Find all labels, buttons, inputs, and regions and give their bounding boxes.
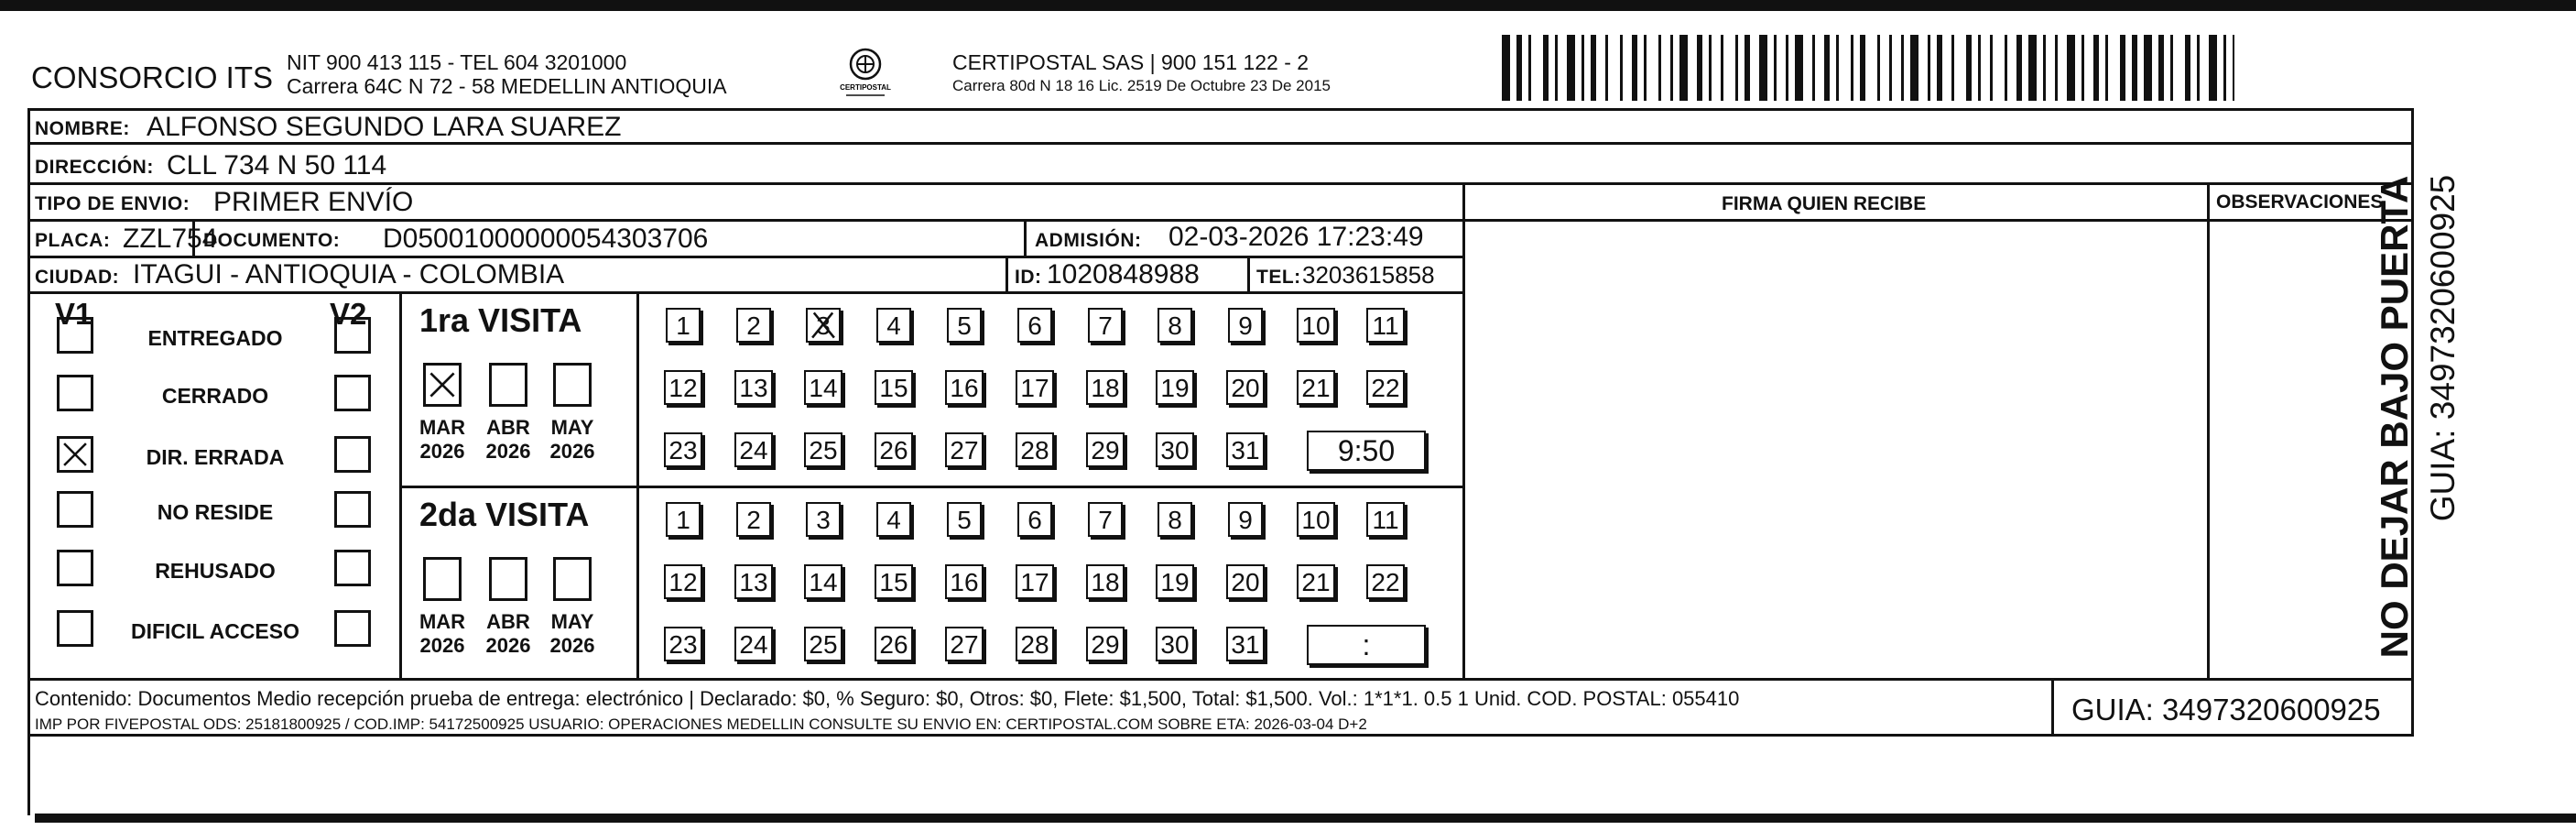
col-divider bbox=[1024, 219, 1027, 256]
day-box[interactable]: 27 bbox=[945, 432, 984, 467]
month-checkbox[interactable] bbox=[553, 363, 592, 407]
status-label: NO RESIDE bbox=[157, 500, 274, 524]
v2-checkbox[interactable] bbox=[334, 550, 371, 586]
day-box[interactable]: 11 bbox=[1366, 308, 1405, 343]
bottom-border bbox=[35, 814, 2576, 823]
day-box[interactable]: 10 bbox=[1297, 502, 1335, 537]
documento-value: D05001000000054303706 bbox=[383, 224, 709, 254]
admision-value: 02-03-2026 17:23:49 bbox=[1168, 222, 1424, 252]
day-box[interactable]: 19 bbox=[1156, 370, 1194, 405]
day-box[interactable]: 31 bbox=[1226, 627, 1265, 661]
day-box[interactable]: 4 bbox=[876, 502, 911, 537]
guia-number: GUIA: 3497320600925 bbox=[2071, 693, 2381, 726]
day-box[interactable]: 25 bbox=[804, 627, 842, 661]
col-divider bbox=[1247, 256, 1250, 291]
status-label: DIR. ERRADA bbox=[146, 445, 285, 469]
ciudad-value: ITAGUI - ANTIOQUIA - COLOMBIA bbox=[133, 259, 565, 289]
month-label: MAR 2026 bbox=[418, 610, 466, 657]
day-box[interactable]: 23 bbox=[664, 432, 702, 467]
day-box[interactable]: 24 bbox=[734, 627, 773, 661]
day-box[interactable]: 29 bbox=[1086, 627, 1125, 661]
visit-time-box[interactable]: : bbox=[1307, 625, 1426, 665]
day-box[interactable]: 9 bbox=[1228, 502, 1263, 537]
day-box[interactable]: 29 bbox=[1086, 432, 1125, 467]
courier-license: Carrera 80d N 18 16 Lic. 2519 De Octubre 23 De 2015 bbox=[952, 77, 1331, 94]
row-divider bbox=[27, 142, 2414, 145]
day-box[interactable]: 22 bbox=[1366, 370, 1405, 405]
row-divider bbox=[27, 182, 2414, 185]
month-label: MAR 2026 bbox=[418, 416, 466, 463]
certipostal-logo-icon bbox=[833, 44, 897, 99]
tipo-envio-label: TIPO DE ENVIO: bbox=[35, 193, 190, 214]
month-checkbox[interactable] bbox=[553, 557, 592, 601]
day-box[interactable]: 5 bbox=[947, 502, 982, 537]
day-box[interactable]: 8 bbox=[1158, 502, 1192, 537]
status-label: DIFICIL ACCESO bbox=[130, 619, 299, 643]
day-box[interactable]: 12 bbox=[664, 564, 702, 599]
observaciones-header: OBSERVACIONES bbox=[2216, 191, 2384, 213]
day-box[interactable]: 10 bbox=[1297, 308, 1335, 343]
row-divider bbox=[27, 291, 1465, 294]
day-box[interactable]: 18 bbox=[1086, 564, 1125, 599]
month-checkbox[interactable] bbox=[423, 557, 462, 601]
col-divider bbox=[399, 291, 402, 678]
day-box[interactable]: 30 bbox=[1156, 432, 1194, 467]
day-box[interactable]: 17 bbox=[1016, 370, 1054, 405]
visit-title: 1ra VISITA bbox=[419, 301, 582, 339]
day-box[interactable]: 6 bbox=[1017, 308, 1052, 343]
day-box[interactable]: 21 bbox=[1297, 370, 1335, 405]
visit-title: 2da VISITA bbox=[419, 496, 590, 533]
day-box[interactable]: 31 bbox=[1226, 432, 1265, 467]
id-value: 1020848988 bbox=[1047, 259, 1200, 289]
day-box[interactable]: 16 bbox=[945, 370, 984, 405]
day-box[interactable]: 4 bbox=[876, 308, 911, 343]
day-box[interactable]: 12 bbox=[664, 370, 702, 405]
v1-checkbox[interactable] bbox=[57, 317, 93, 354]
day-box[interactable]: 1 bbox=[666, 502, 701, 537]
side-guia: GUIA: 3497320600925 bbox=[2424, 174, 2462, 522]
documento-label: DOCUMENTO: bbox=[203, 230, 341, 251]
day-box[interactable]: 9 bbox=[1228, 308, 1263, 343]
day-box[interactable]: 20 bbox=[1226, 564, 1265, 599]
status-label: ENTREGADO bbox=[147, 326, 283, 350]
day-box[interactable]: 17 bbox=[1016, 564, 1054, 599]
logo-text: CERTIPOSTAL bbox=[840, 83, 891, 92]
month-checkbox[interactable] bbox=[489, 557, 527, 601]
v2-header: V2 bbox=[330, 297, 367, 331]
day-box[interactable]: 3 bbox=[806, 308, 841, 343]
day-box[interactable]: 14 bbox=[804, 370, 842, 405]
day-box[interactable]: 3 bbox=[806, 502, 841, 537]
day-box[interactable]: 15 bbox=[875, 370, 913, 405]
v1-checkbox[interactable] bbox=[57, 436, 93, 473]
day-box[interactable]: 7 bbox=[1088, 502, 1123, 537]
day-box[interactable]: 21 bbox=[1297, 564, 1335, 599]
day-box[interactable]: 30 bbox=[1156, 627, 1194, 661]
month-label: ABR 2026 bbox=[485, 610, 531, 657]
v2-checkbox[interactable] bbox=[334, 491, 371, 528]
tel-label: TEL: bbox=[1256, 267, 1301, 288]
v1-checkbox[interactable] bbox=[57, 491, 93, 528]
direccion-value: CLL 734 N 50 114 bbox=[167, 150, 387, 180]
day-box[interactable]: 28 bbox=[1016, 432, 1054, 467]
visit-time-box[interactable]: 9:50 bbox=[1307, 431, 1426, 471]
month-checkbox[interactable] bbox=[489, 363, 527, 407]
id-label: ID: bbox=[1015, 267, 1042, 288]
company-nit-tel: NIT 900 413 115 - TEL 604 3201000 bbox=[287, 50, 627, 74]
placa-label: PLACA: bbox=[35, 230, 111, 251]
day-box[interactable]: 13 bbox=[734, 370, 773, 405]
imp-text: IMP POR FIVEPOSTAL ODS: 25181800925 / COD.IMP: 54172500925 USUARIO: OPERACIONES MEDELLIN CONSULTE SU ENVIO EN: CERTIPOSTAL.COM SOBRE ETA: 2026-03-04 D+2 bbox=[35, 715, 1367, 733]
company-address: Carrera 64C N 72 - 58 MEDELLIN ANTIOQUIA bbox=[287, 74, 727, 98]
admision-label: ADMISIÓN: bbox=[1035, 230, 1142, 251]
day-box[interactable]: 25 bbox=[804, 432, 842, 467]
v2-checkbox[interactable] bbox=[334, 436, 371, 473]
nombre-label: NOMBRE: bbox=[35, 118, 130, 139]
day-box[interactable]: 6 bbox=[1017, 502, 1052, 537]
side-notice: NO DEJAR BAJO PUERTA bbox=[2373, 175, 2416, 659]
direccion-label: DIRECCIÓN: bbox=[35, 157, 154, 178]
day-box[interactable]: 20 bbox=[1226, 370, 1265, 405]
v2-checkbox[interactable] bbox=[334, 610, 371, 647]
row-divider bbox=[399, 486, 1465, 488]
day-box[interactable]: 11 bbox=[1366, 502, 1405, 537]
col-divider bbox=[2207, 182, 2210, 678]
day-box[interactable]: 14 bbox=[804, 564, 842, 599]
v1-checkbox[interactable] bbox=[57, 550, 93, 586]
status-label: REHUSADO bbox=[155, 559, 276, 583]
left-edge bbox=[27, 733, 30, 815]
status-label: CERRADO bbox=[161, 384, 269, 408]
day-box[interactable]: 27 bbox=[945, 627, 984, 661]
v1-header: V1 bbox=[55, 297, 92, 331]
v2-checkbox[interactable] bbox=[334, 317, 371, 354]
day-box[interactable]: 26 bbox=[875, 627, 913, 661]
day-box[interactable]: 26 bbox=[875, 432, 913, 467]
day-box[interactable]: 8 bbox=[1158, 308, 1192, 343]
v1-checkbox[interactable] bbox=[57, 375, 93, 411]
contenido-text: Contenido: Documentos Medio recepción prueba de entrega: electrónico | Declarado: $0, % Seguro: $0, Otros: $0, Flete: $1,500, Total: $1,500. Vol.: 1*1*1. 0.5 1 Unid. COD. POSTAL: 055410 bbox=[35, 687, 1740, 710]
day-box[interactable]: 23 bbox=[664, 627, 702, 661]
tel-value: 3203615858 bbox=[1302, 261, 1435, 289]
col-divider bbox=[636, 291, 639, 678]
day-box[interactable]: 28 bbox=[1016, 627, 1054, 661]
month-label: ABR 2026 bbox=[485, 416, 531, 463]
firma-header: FIRMA QUIEN RECIBE bbox=[1722, 193, 1927, 214]
day-box[interactable]: 2 bbox=[736, 502, 771, 537]
month-checkbox[interactable] bbox=[423, 363, 462, 407]
col-divider bbox=[1462, 182, 1465, 678]
day-box[interactable]: 24 bbox=[734, 432, 773, 467]
v2-checkbox[interactable] bbox=[334, 375, 371, 411]
day-box[interactable]: 18 bbox=[1086, 370, 1125, 405]
v1-checkbox[interactable] bbox=[57, 610, 93, 647]
day-box[interactable]: 13 bbox=[734, 564, 773, 599]
barcode-icon bbox=[1502, 35, 2234, 101]
day-box[interactable]: 15 bbox=[875, 564, 913, 599]
courier-name: CERTIPOSTAL SAS | 900 151 122 - 2 bbox=[952, 50, 1310, 74]
day-box[interactable]: 19 bbox=[1156, 564, 1194, 599]
day-box[interactable]: 2 bbox=[736, 308, 771, 343]
company-name: CONSORCIO ITS bbox=[31, 60, 274, 94]
day-box[interactable]: 16 bbox=[945, 564, 984, 599]
day-box[interactable]: 22 bbox=[1366, 564, 1405, 599]
placa-value: ZZL754 bbox=[123, 224, 218, 254]
tipo-envio-value: PRIMER ENVÍO bbox=[213, 187, 414, 217]
ciudad-label: CIUDAD: bbox=[35, 267, 120, 288]
nombre-value: ALFONSO SEGUNDO LARA SUAREZ bbox=[147, 112, 622, 142]
month-label: MAY 2026 bbox=[549, 416, 595, 463]
day-box[interactable]: 5 bbox=[947, 308, 982, 343]
month-label: MAY 2026 bbox=[549, 610, 595, 657]
col-divider bbox=[1005, 256, 1008, 291]
day-box[interactable]: 7 bbox=[1088, 308, 1123, 343]
top-border bbox=[0, 0, 2576, 11]
day-box[interactable]: 1 bbox=[666, 308, 701, 343]
